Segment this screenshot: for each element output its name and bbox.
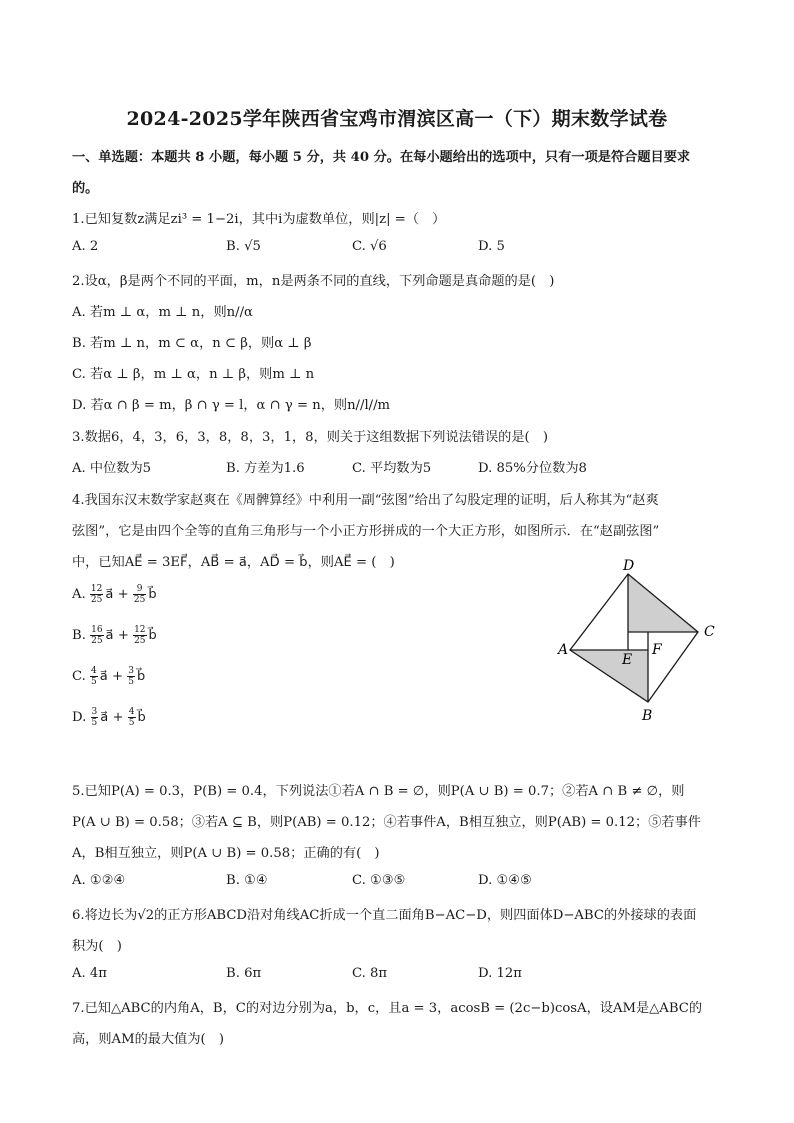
q4-stem-line2: 弦图”，它是由四个全等的直角三角形与一个小正方形拼成的一个大正方形，如图所示．在“赵副弦图” xyxy=(72,524,660,539)
q3-option-b: B. 方差为1.6 xyxy=(226,461,305,476)
q1-stem: 1.已知复数z满足zi³ = 1−2i，其中i为虚数单位，则|z| =（ ） xyxy=(72,212,446,227)
q7-stem-line2: 高，则AM的最大值为( ) xyxy=(72,1032,225,1047)
q6-option-c: C. 8π xyxy=(352,966,388,981)
fraction xyxy=(133,584,146,605)
q3-stem: 3.数据6，4，3，6，3，8，8，3，1，8，则关于这组数据下列说法错误的是( ) xyxy=(72,430,549,445)
vector-term: b⃗ xyxy=(137,710,146,725)
q3-option-d: D. 85%分位数为8 xyxy=(478,461,587,476)
q6-stem-line2: 积为( ) xyxy=(72,939,122,954)
fraction xyxy=(133,625,146,646)
fraction xyxy=(90,666,98,687)
fraction xyxy=(90,584,103,605)
numerator: 3 xyxy=(128,666,135,676)
fraction xyxy=(91,707,99,728)
numerator: 9 xyxy=(133,584,146,595)
vector-term: b⃗ xyxy=(137,669,146,684)
zhao-shuang-diagram xyxy=(548,550,728,730)
denominator: 25 xyxy=(133,595,146,605)
q6-stem-line1: 6.将边长为√2的正方形ABCD沿对角线AC折成一个直二面角B−AC−D，则四面体D−ABC的外接球的表面 xyxy=(72,908,697,923)
q4-option-d xyxy=(72,707,146,728)
label-c: C xyxy=(704,624,715,640)
q6-option-d: D. 12π xyxy=(478,966,522,981)
numerator: 4 xyxy=(91,666,97,676)
q5-stem-line1: 5.已知P(A) = 0.3，P(B) = 0.4，下列说法①若A ∩ B = ∅，则P(A ∪ B) = 0.7；②若A ∩ B ≠ ∅，则 xyxy=(72,784,685,799)
fraction xyxy=(90,625,103,646)
vector-term: b⃗ xyxy=(148,587,157,602)
vector-term: a⃗ + xyxy=(99,669,124,684)
page-title: 2024-2025学年陕西省宝鸡市渭滨区高一（下）期末数学试卷 xyxy=(126,108,668,130)
q3-option-c: C. 平均数为5 xyxy=(352,461,432,476)
vector-term: a⃗ + xyxy=(105,628,129,643)
q5-option-c: C. ①③⑤ xyxy=(352,873,406,888)
denominator: 5 xyxy=(91,677,97,687)
q2-stem: 2.设α，β是两个不同的平面，m，n是两条不同的直线，下列命题是真命题的是( ) xyxy=(72,274,555,289)
option-label: D. xyxy=(72,710,87,725)
q5-stem-line2: P(A ∪ B) = 0.58；③若A ⊆ B，则P(AB) = 0.12；④若事件A，B相互独立，则P(AB) = 0.12；⑤若事件 xyxy=(72,815,701,830)
label-f: F xyxy=(652,642,662,658)
q5-option-d: D. ①④⑤ xyxy=(478,873,532,888)
q2-option-d: D. 若α ∩ β = m，β ∩ γ = l，α ∩ γ = n，则n//l//m xyxy=(72,398,391,413)
q1-option-b: B. √5 xyxy=(226,239,261,254)
q1-option-d: D. 5 xyxy=(478,239,505,254)
numerator: 12 xyxy=(134,625,146,635)
q6-option-a: A. 4π xyxy=(72,966,107,981)
denominator: 5 xyxy=(91,718,98,728)
q7-stem-line1: 7.已知△ABC的内角A，B，C的对边分别为a，b，c，且a = 3，acosB = (2c−b)cosA，设AM是△ABC的 xyxy=(72,1001,703,1016)
q2-option-a: A. 若m ⊥ α，m ⊥ n，则n//α xyxy=(72,305,253,320)
fraction xyxy=(127,666,135,687)
q5-option-a: A. ①②④ xyxy=(72,873,126,888)
vector-term: a⃗ + xyxy=(105,587,129,602)
vector-term: a⃗ + xyxy=(100,710,124,725)
q4-stem-line3: 中，已知AE⃗ = 3EF⃗，AB⃗ = a⃗，AD⃗ = b⃗，则AE⃗ = ( ) xyxy=(72,555,395,570)
q1-option-a: A. 2 xyxy=(72,239,99,254)
option-label: C. xyxy=(72,669,86,684)
q6-option-b: B. 6π xyxy=(226,966,262,981)
q5-stem-line3: A，B相互独立，则P(A ∪ B) = 0.58；正确的有( ) xyxy=(72,846,380,861)
numerator: 12 xyxy=(90,584,103,594)
q3-option-a: A. 中位数为5 xyxy=(72,461,152,476)
option-label: B. xyxy=(72,628,86,643)
denominator: 25 xyxy=(90,595,103,605)
q2-option-c: C. 若α ⊥ β，m ⊥ α，n ⊥ β，则m ⊥ n xyxy=(72,367,315,382)
denominator: 25 xyxy=(134,636,146,646)
section-heading-line1: 一、单选题：本题共 8 小题，每小题 5 分，共 40 分。在每小题给出的选项中，只有一项是符合题目要求 xyxy=(72,150,691,165)
option-label: A. xyxy=(72,587,86,602)
numerator: 16 xyxy=(91,625,103,635)
q4-option-b xyxy=(72,625,157,646)
fraction xyxy=(128,707,136,728)
label-e: E xyxy=(622,652,633,668)
denominator: 25 xyxy=(91,636,103,646)
q5-option-b: B. ①④ xyxy=(226,873,268,888)
q4-option-c xyxy=(72,666,145,687)
label-b: B xyxy=(642,708,653,724)
q2-option-b: B. 若m ⊥ n，m ⊂ α，n ⊂ β，则α ⊥ β xyxy=(72,336,312,351)
q4-stem-line1: 4.我国东汉末数学家赵爽在《周髀算经》中利用一副“弦图”给出了勾股定理的证明，后人称其为“赵爽 xyxy=(72,493,659,508)
q1-option-c: C. √6 xyxy=(352,239,387,254)
numerator: 3 xyxy=(91,707,98,717)
label-d: D xyxy=(623,558,635,574)
q4-option-a xyxy=(72,584,157,605)
section-heading-line2: 的。 xyxy=(72,181,99,196)
numerator: 4 xyxy=(128,707,135,717)
denominator: 5 xyxy=(128,718,135,728)
label-a: A xyxy=(558,642,569,658)
vector-term: b⃗ xyxy=(148,628,157,643)
denominator: 5 xyxy=(128,677,135,687)
